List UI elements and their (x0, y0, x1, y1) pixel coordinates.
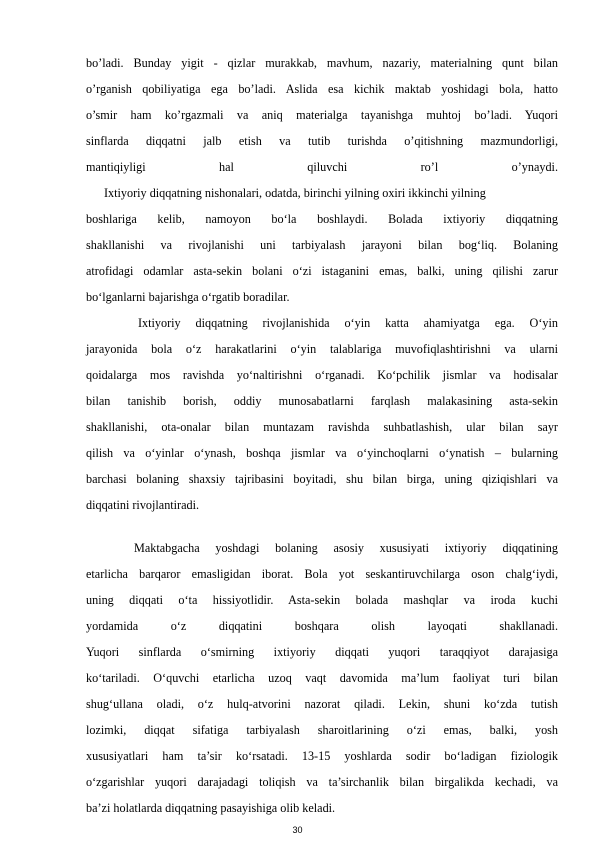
text-line: diqqatini rivojlantiradi. (86, 498, 200, 512)
text-line: shakllanishi va rivojlanishi uni tarbiyalash jarayoni bilan bog‘liq. Bolaning (86, 238, 558, 252)
text-line: xususiyatlari ham ta’sir ko‘rsatadi. 13-15 yoshlarda sodir bo‘ladigan fiziologik (86, 749, 558, 763)
text-line: atrofidagi odamlar asta-sekin bolani o‘zi istaganini emas, balki, uning qilishi zarur (86, 264, 558, 278)
text-line: sinflarda diqqatni jalb etish va tutib turishda o’qitishning mazmundorligi, (86, 134, 558, 148)
text-line: qoidalarga mos ravishda yo‘naltirishni o‘rganadi. Ko‘pchilik jismlar va hodisalar (86, 368, 558, 382)
text-line: ko‘tariladi. O‘quvchi etarlicha uzoq vaqt davomida ma’lum faoliyat turi bilan (86, 671, 558, 685)
page-number: 30 (292, 825, 303, 835)
text-line: mantiqiyligi hal qiluvchi ro’l o’ynaydi. (86, 160, 558, 174)
text-line: etarlicha barqaror emasligidan iborat. Bola yot seskantiruvchilarga oson chalg‘iydi, (86, 567, 558, 581)
text-line: qilish va o‘yinlar o‘ynash, boshqa jismlar va o‘yinchoqlarni o‘ynatish – bularning (86, 446, 558, 460)
text-line: jarayonida bola o‘z harakatlarini o‘yin talablariga muvofiqlashtirishni va ularni (86, 342, 558, 356)
text-line: yordamida o‘z diqqatini boshqara olish layoqati shakllanadi. (86, 619, 558, 633)
text-line: o’smir ham ko’rgazmali va aniq materialga tayanishga muhtoj bo’ladi. Yuqori (86, 108, 558, 122)
text-line: uning diqqati o‘ta hissiyotlidir. Asta-sekin bolada mashqlar va iroda kuchi (86, 593, 558, 607)
text-line: Yuqori sinflarda o‘smirning ixtiyoriy diqqati yuqori taraqqiyot darajasiga (86, 645, 558, 659)
text-line: shakllanishi, ota-onalar bilan muntazam ravishda suhbatlashish, ular bilan sayr (86, 420, 558, 434)
text-line: bo‘lganlarni bajarishga o‘rgatib boradilar. (86, 290, 290, 304)
text-line: ba’zi holatlarda diqqatning pasayishiga olib keladi. (86, 801, 336, 815)
text-line: shug‘ullana oladi, o‘z hulq-atvorini nazorat qiladi. Lekin, shuni ko‘zda tutish (86, 697, 558, 711)
text-line: lozimki, diqqat sifatiga tarbiyalash sharoitlarining o‘zi emas, balki, yosh (86, 723, 558, 737)
text-line: o‘zgarishlar yuqori darajadagi toliqish va ta’sirchanlik bilan birgalikda kechadi, va (86, 775, 558, 789)
text-line: barchasi bolaning shaxsiy tajribasini boyitadi, shu bilan birga, uning qiziqishlari va (86, 472, 558, 486)
text-line: bo’ladi. Bunday yigit - qizlar murakkab, mavhum, nazariy, materialning qunt bilan (86, 56, 558, 70)
text-line: bilan tanishib borish, oddiy munosabatlarni farqlash malakasining asta-sekin (86, 394, 558, 408)
text-line: Ixtiyoriy diqqatning nishonalari, odatda, birinchi yilning oxiri ikkinchi yilning (104, 186, 486, 200)
text-line: Maktabgacha yoshdagi bolaning asosiy xususiyati ixtiyoriy diqqatining (134, 541, 558, 555)
text-line: o’rganish qobiliyatiga ega bo’ladi. Aslida esa kichik maktab yoshidagi bola, hatto (86, 82, 558, 96)
text-line: Ixtiyoriy diqqatning rivojlanishida o‘yin katta ahamiyatga ega. O‘yin (138, 316, 558, 330)
text-line: boshlariga kelib, namoyon bo‘la boshlaydi. Bolada ixtiyoriy diqqatning (86, 212, 558, 226)
